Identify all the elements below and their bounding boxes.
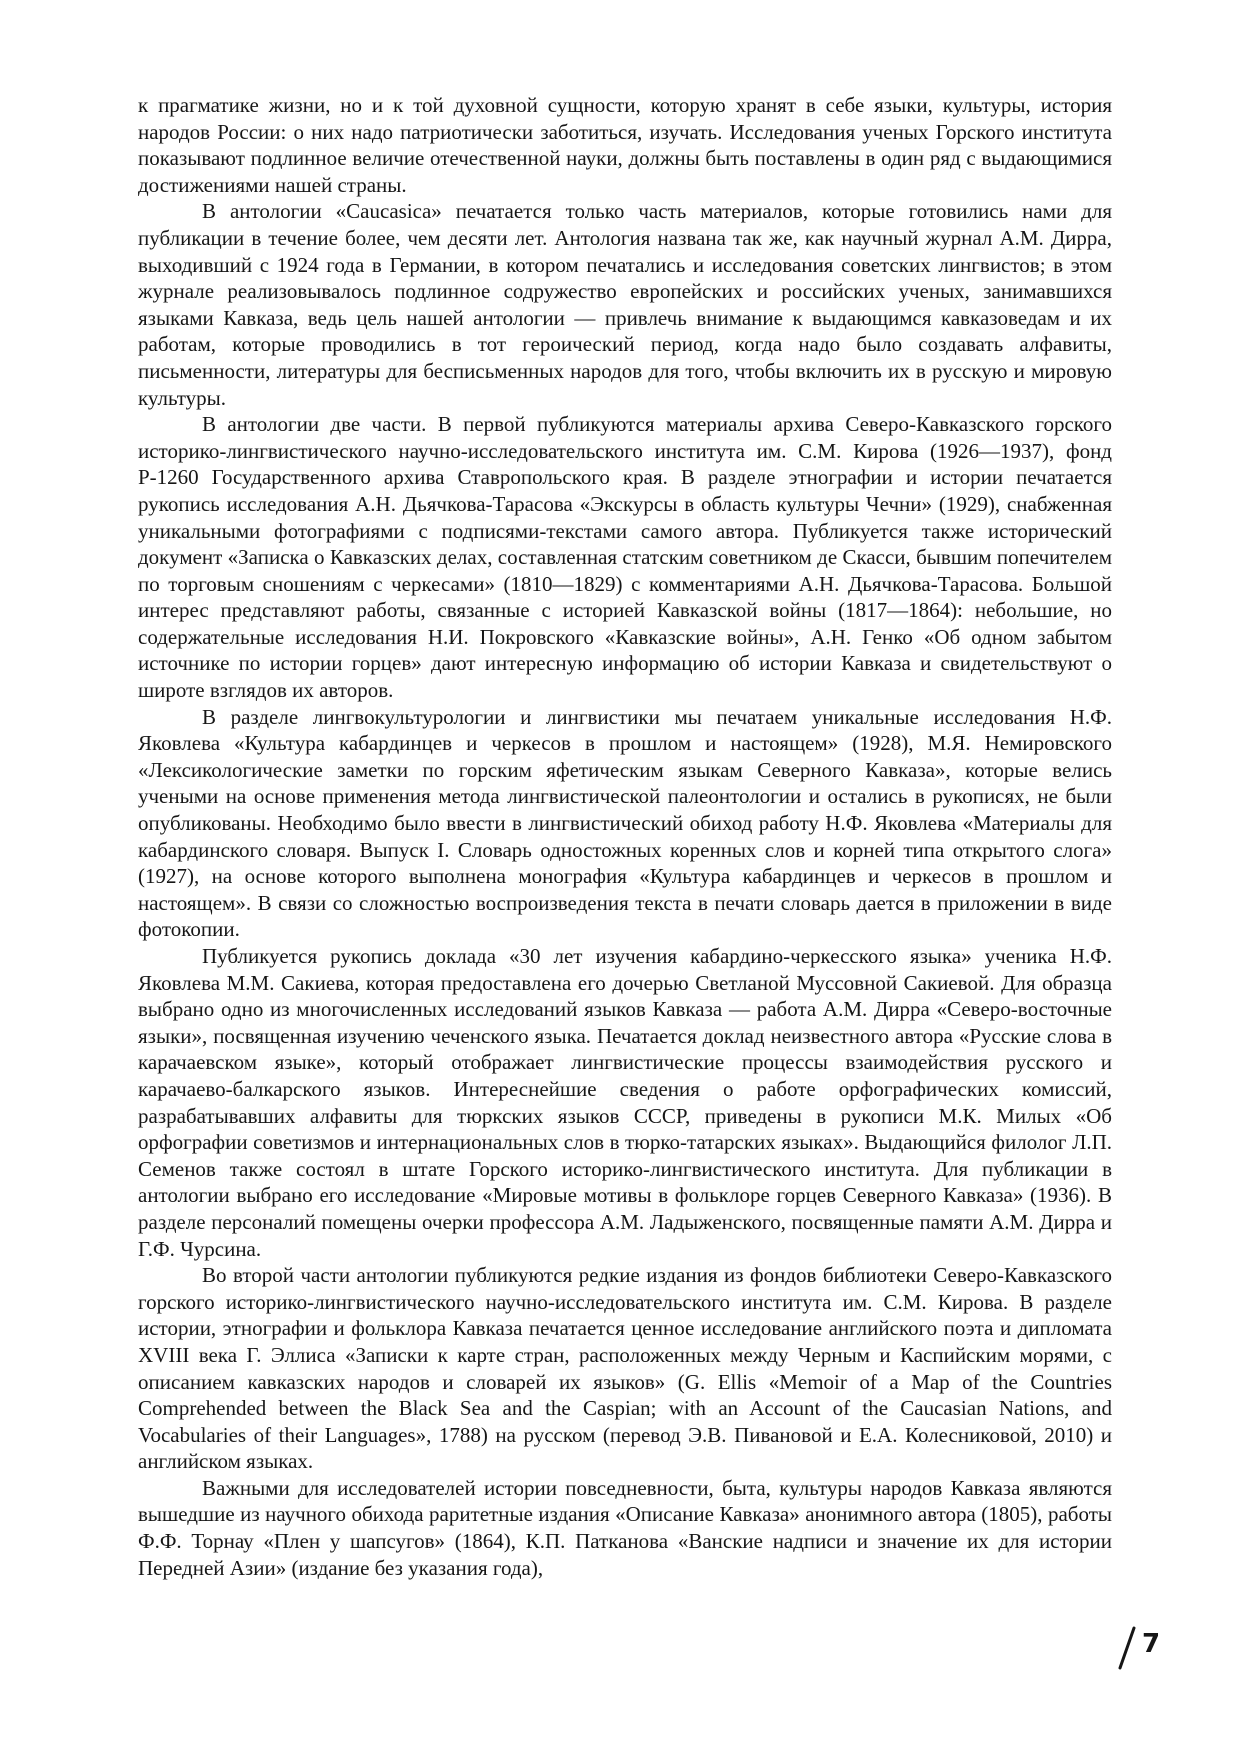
body-text xyxy=(138,92,1112,1581)
page-folio xyxy=(1110,1625,1180,1673)
slash-divider-icon xyxy=(1110,1625,1140,1671)
paragraph-4: В разделе лингвокультурологии и лингвистики мы печатаем уникальные исследования Н.Ф. Яковлева «Культура кабардинцев и черкесов в прошлом и настоящем» (1928), М.Я. Немировского «Лексикологические заметки по горским яфетическим языкам Северного Кавказа», которые велись учеными на основе применения метода лингвистической палеонтологии и остались в рукописях, не были опубликованы. Необходимо было ввести в лингвистический обиход работу Н.Ф. Яковлева «Материалы для кабардинского словаря. Выпуск I. Словарь одностожных коренных слов и корней типа открытого слога» (1927), на основе которого выполнена монография «Культура кабардинцев и черкесов в прошлом и настоящем». В связи со сложностью воспроизведения текста в печати словарь дается в приложении в виде фотокопии. xyxy=(138,704,1112,942)
paragraph-1: к прагматике жизни, но и к той духовной сущности, которую хранят в себе языки, культуры, история народов России: о них надо патриотически заботиться, изучать. Исследования ученых Горского института показывают подлинное величие отечественной науки, должны быть поставлены в один ряд с выдающимися достижениями нашей страны. xyxy=(138,93,1112,197)
paragraph-7: Важными для исследователей истории повседневности, быта, культуры народов Кавказа являются вышедшие из научного обихода раритетные издания «Описание Кавказа» анонимного автора (1805), работы Ф.Ф. Торнау «Плен у шапсугов» (1864), К.П. Патканова «Ванские надписи и значение их для истории Передней Азии» (издание без указания года), xyxy=(138,1475,1112,1580)
paragraph-3: В антологии две части. В первой публикуются материалы архива Северо-Кавказского горского историко-лингвистического научно-исследовательского института им. С.М. Кирова (1926—1937), фонд Р-1260 Государственного архива Ставропольского края. В разделе этнографии и истории печатается рукопись исследования А.Н. Дьячкова-Тарасова «Экскурсы в область культуры Чечни» (1929), снабженная уникальными фотографиями с подписями-текстами самого автора. Публикуется также исторический документ «Записка о Кавказских делах, составленная статским советником де Скасси, бывшим попечителем по торговым сношениям с черкесами» (1810—1829) с комментариями А.Н. Дьячкова-Тарасова. Большой интерес представляют работы, связанные с историей Кавказской войны (1817—1864): небольшие, но содержательные исследования Н.И. Покровского «Кавказские войны», А.Н. Генко «Об одном забытом источнике по истории горцев» дают интересную информацию об истории Кавказа и свидетельствуют о широте взглядов их авторов. xyxy=(138,412,1112,703)
paragraph-2: В антологии «Caucasica» печатается только часть материалов, которые готовились нами для публикации в течение более, чем десяти лет. Антология названа так же, как научный журнал А.М. Дирра, выходивший с 1924 года в Германии, в котором печатались и исследования советских лингвистов; в этом журнале реализовывалось подлинное содружество европейских и российских ученых, занимавшихся языками Кавказа, ведь цель нашей антологии — привлечь внимание к выдающимся кавказоведам и их работам, которые проводились в тот героический период, когда надо было создавать алфавиты, письменности, литературы для бесписьменных народов для того, чтобы включить их в русскую и мировую культуры. xyxy=(138,199,1112,410)
paragraph-5: Публикуется рукопись доклада «30 лет изучения кабардино-черкесского языка» ученика Н.Ф. Яковлева М.М. Сакиева, которая предоставлена его дочерью Светланой Муссовной Сакиевой. Для образца выбрано одно из многочисленных исследований языков Кавказа — работа А.М. Дирра «Северо-восточные языки», посвященная изучению чеченского языка. Печатается доклад неизвестного автора «Русские слова в карачаевском языке», который отображает лингвистические процессы взаимодействия русского и карачаево-балкарского языков. Интереснейшие сведения о работе орфографических комиссий, разрабатывавших алфавиты для тюркских языков СССР, приведены в рукописи М.К. Милых «Об орфографии советизмов и интернациональных слов в тюрко-татарских языках». Выдающийся филолог Л.П. Семенов также состоял в штате Горского историко-лингвистического института. Для публикации в антологии выбрано его исследование «Мировые мотивы в фольклоре горцев Северного Кавказа» (1936). В разделе персоналий помещены очерки профессора А.М. Ладыженского, посвященные памяти А.М. Дирра и Г.Ф. Чурсина. xyxy=(138,944,1112,1261)
page-number: 7 xyxy=(1142,1629,1161,1659)
paragraph-6: Во второй части антологии публикуются редкие издания из фондов библиотеки Северо-Кавказского горского историко-лингвистического научно-исследовательского института им. С.М. Кирова. В разделе истории, этнографии и фольклора Кавказа печатается ценное исследование английского поэта и дипломата XVIII века Г. Эллиса «Записки к карте стран, расположенных между Черным и Каспийским морями, с описанием кавказских народов и словарей их языков» (G. Ellis «Memoir of a Map of the Countries Comprehended between the Black Sea and the Caspian; with an Account of the Caucasian Nations, and Vocabularies of their Languages», 1788) на русском (перевод Э.В. Пивановой и Е.А. Колесниковой, 2010) и английском языках. xyxy=(138,1263,1112,1474)
